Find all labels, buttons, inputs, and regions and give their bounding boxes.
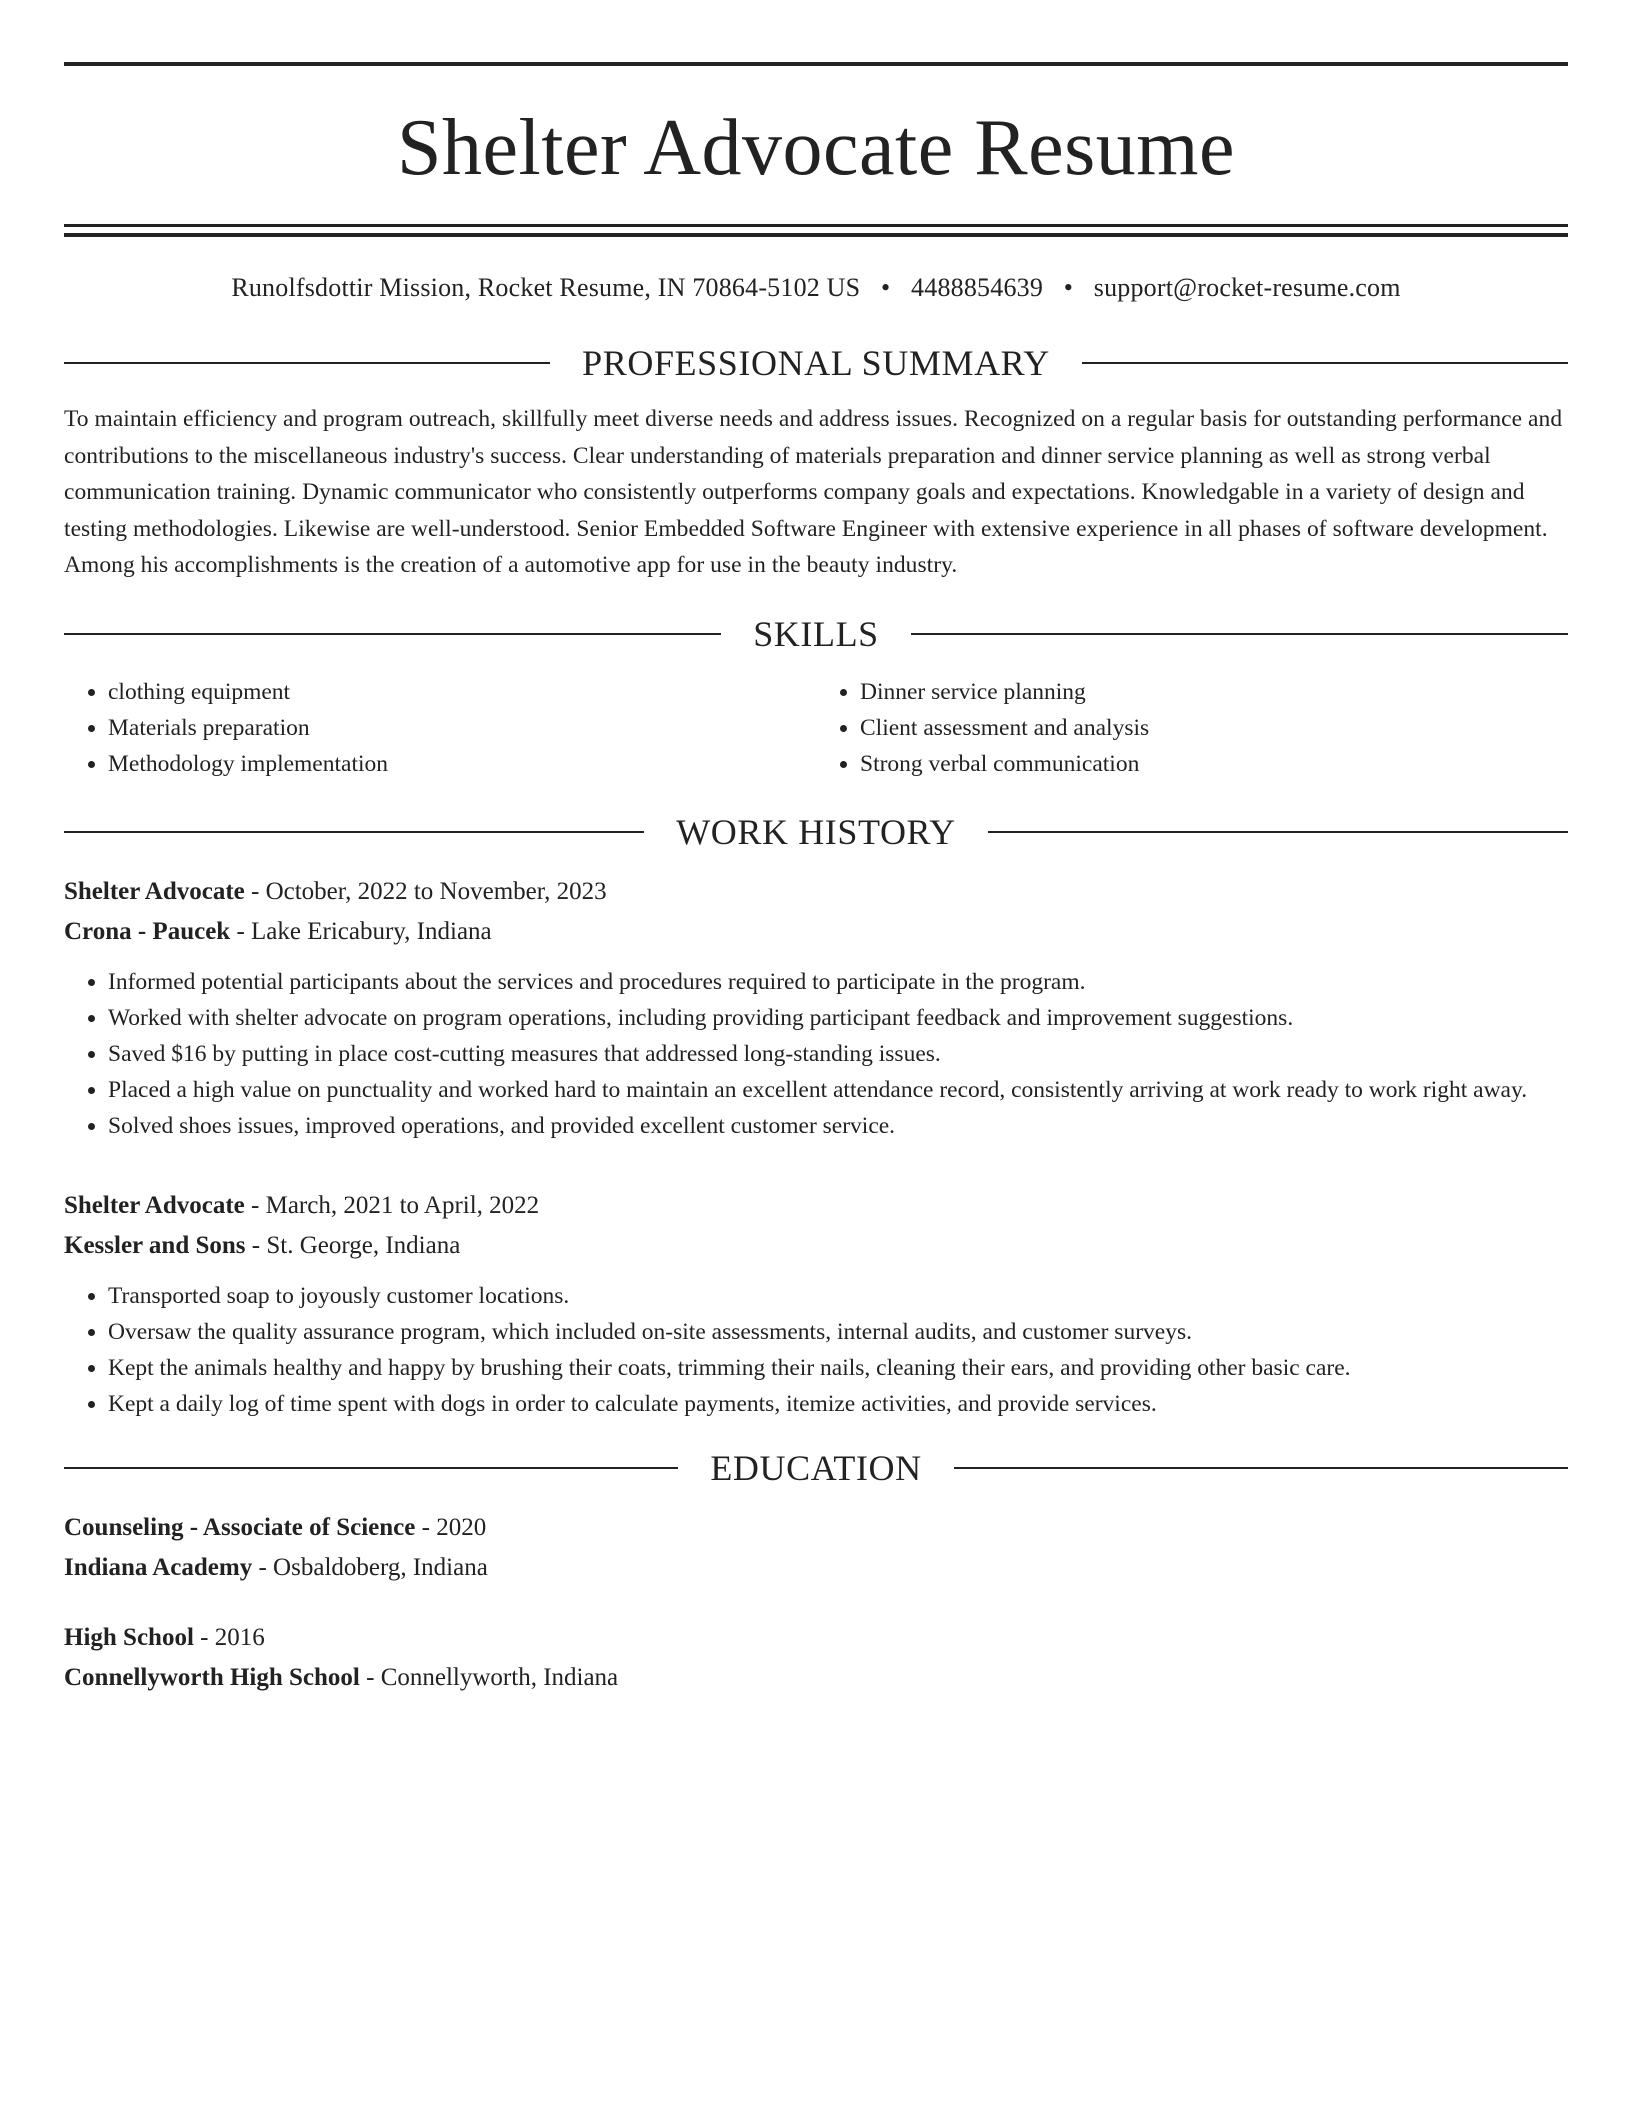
skill-item: • clothing equipment (108, 674, 816, 710)
skill-item: • Client assessment and analysis (860, 710, 1568, 746)
job-bullet: • Oversaw the quality assurance program, which included on-site assessments, internal audits, and customer surveys. (108, 1314, 1568, 1350)
heading-rule (64, 362, 550, 364)
contact-line (64, 271, 1568, 305)
job-company: Kessler and Sons (64, 1231, 246, 1259)
job-bullet: • Worked with shelter advocate on program operations, including providing participant feedback and improvement suggestions. (108, 1000, 1568, 1036)
job-title-line (64, 1186, 1568, 1226)
education-degree: High School (64, 1623, 194, 1651)
job-bullet: • Transported soap to joyously customer locations. (108, 1278, 1568, 1314)
heading-rule (64, 1467, 678, 1469)
education-degree-line (64, 1508, 1568, 1548)
contact-separator: • (1063, 273, 1074, 302)
heading-rule (988, 831, 1568, 833)
contact-address: Runolfsdottir Mission, Rocket Resume, IN 70864-5102 US (231, 273, 861, 302)
job-company: Crona - Paucek (64, 917, 231, 945)
job-bullet: • Kept a daily log of time spent with dogs in order to calculate payments, itemize activities, and provide services. (108, 1386, 1568, 1422)
heading-rule (1082, 362, 1568, 364)
education-year: - 2020 (415, 1513, 487, 1541)
education-entry (64, 1618, 1568, 1698)
job-company-line (64, 1226, 1568, 1266)
job-entry (64, 1186, 1568, 1422)
heading-label: SKILLS (753, 613, 879, 654)
education-school-line (64, 1548, 1568, 1588)
education-entry (64, 1508, 1568, 1588)
job-dates: - March, 2021 to April, 2022 (244, 1191, 540, 1219)
education-school: Connellyworth High School (64, 1663, 360, 1691)
heading-rule (954, 1467, 1568, 1469)
education-degree-line (64, 1618, 1568, 1658)
job-entry (64, 872, 1568, 1144)
section-heading-summary (64, 341, 1568, 385)
job-location: - St. George, Indiana (245, 1231, 461, 1259)
skill-item: • Strong verbal communication (860, 746, 1568, 782)
heading-rule (64, 633, 721, 635)
skills-list (64, 674, 1568, 782)
heading-rule (911, 633, 1568, 635)
job-bullets (64, 1278, 1568, 1422)
job-bullet: • Solved shoes issues, improved operations, and provided excellent customer service. (108, 1108, 1568, 1144)
job-title: Shelter Advocate (64, 1191, 245, 1219)
heading-label: WORK HISTORY (676, 811, 956, 852)
skill-item: • Dinner service planning (860, 674, 1568, 710)
heading-rule (64, 831, 644, 833)
job-title: Shelter Advocate (64, 877, 245, 905)
title-double-rule (64, 224, 1568, 237)
education-school: Indiana Academy (64, 1553, 253, 1581)
job-bullets (64, 964, 1568, 1144)
education-location: - Connellyworth, Indiana (359, 1663, 619, 1691)
job-title-line (64, 872, 1568, 912)
section-heading-work (64, 810, 1568, 854)
top-rule (64, 62, 1568, 66)
section-heading-skills (64, 612, 1568, 656)
job-bullet: • Placed a high value on punctuality and worked hard to maintain an excellent attendance record, consistently arriving at work ready to work right away. (108, 1072, 1568, 1108)
heading-label: PROFESSIONAL SUMMARY (582, 343, 1050, 383)
contact-phone: 4488854639 (911, 273, 1044, 302)
skill-item: • Materials preparation (108, 710, 816, 746)
education-year: - 2016 (193, 1623, 265, 1651)
job-bullet: • Informed potential participants about the services and procedures required to participate in the program. (108, 964, 1568, 1000)
skill-item: • Methodology implementation (108, 746, 816, 782)
summary-text: To maintain efficiency and program outreach, skillfully meet diverse needs and address issues. Recognized on a regular basis for outstanding performance and contributions to the miscellaneous industry's success. Clear understanding of materials preparation and dinner service planning as well as strong verbal communication training. Dynamic communicator who consistently outperforms company goals and expectations. Knowledgable in a variety of design and testing methodologies. Likewise are well-understood. Senior Embedded Software Engineer with extensive experience in all phases of software development. Among his accomplishments is the creation of a automotive app for use in the beauty industry. (64, 406, 1563, 578)
heading-label: EDUCATION (710, 1447, 922, 1488)
job-bullet: • Kept the animals healthy and happy by brushing their coats, trimming their nails, cleaning their ears, and providing other basic care. (108, 1350, 1568, 1386)
job-dates: - October, 2022 to November, 2023 (244, 877, 607, 905)
education-degree: Counseling - Associate of Science (64, 1513, 416, 1541)
education-location: - Osbaldoberg, Indiana (252, 1553, 488, 1581)
contact-email: support@rocket-resume.com (1093, 273, 1401, 302)
skills-column-1 (64, 674, 816, 782)
skills-column-2 (816, 674, 1568, 782)
section-heading-education (64, 1446, 1568, 1490)
job-company-line (64, 912, 1568, 952)
contact-separator: • (881, 273, 891, 302)
education-school-line (64, 1658, 1568, 1698)
job-location: - Lake Ericabury, Indiana (230, 917, 492, 945)
resume-title: Shelter Advocate Resume (397, 104, 1235, 192)
job-bullet: • Saved $16 by putting in place cost-cutting measures that addressed long-standing issues. (108, 1036, 1568, 1072)
